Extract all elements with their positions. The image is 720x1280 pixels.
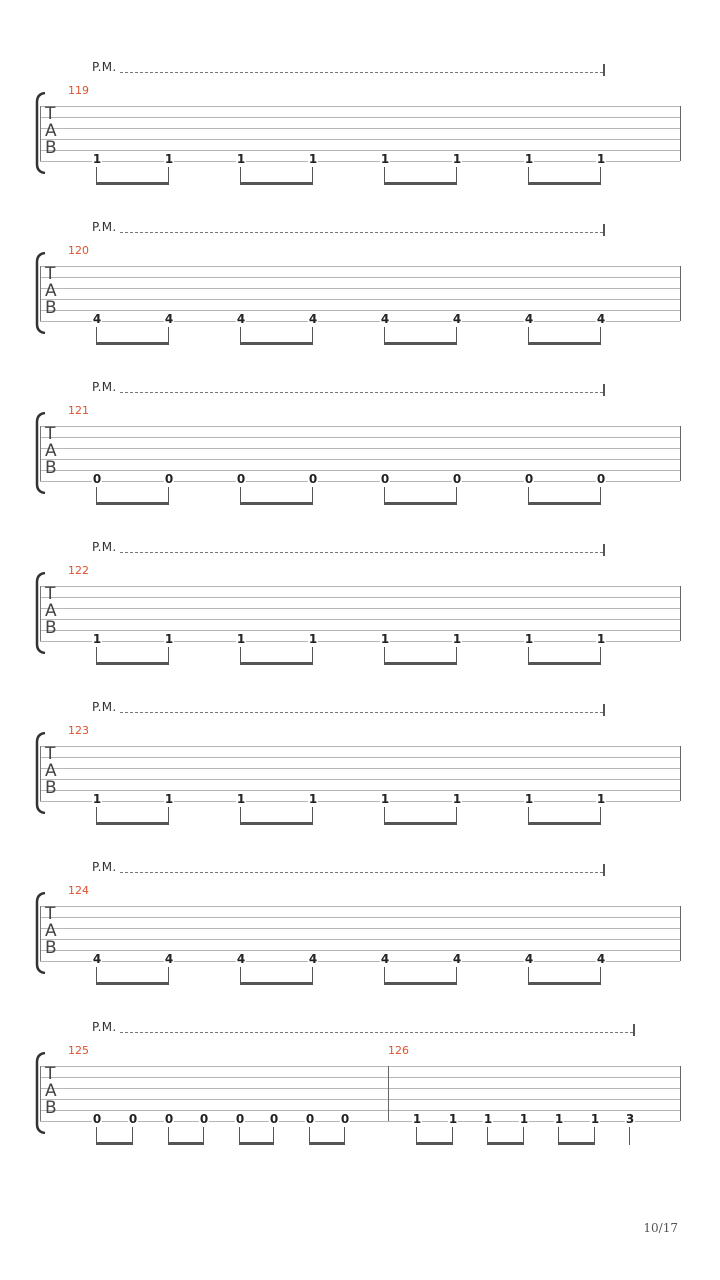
staff-line — [40, 481, 680, 482]
staff-line — [40, 619, 680, 620]
tab-system — [0, 380, 720, 540]
fret-number: 1 — [164, 632, 174, 646]
right-barline — [680, 106, 681, 161]
measure-number: 120 — [68, 244, 89, 257]
staff-line — [40, 1066, 680, 1067]
tab-clef — [45, 586, 57, 637]
tab-clef-letter: B — [45, 778, 57, 798]
measure-number: 122 — [68, 564, 89, 577]
fret-number: 4 — [452, 952, 462, 966]
staff-line — [40, 437, 680, 438]
palm-mute-label: P.M. — [92, 220, 117, 234]
right-barline — [680, 746, 681, 801]
fret-number: 1 — [524, 152, 534, 166]
fret-number: 0 — [92, 472, 102, 486]
note-beam — [384, 342, 457, 345]
left-barline — [40, 426, 41, 481]
fret-number: 4 — [236, 952, 246, 966]
staff-line — [40, 906, 680, 907]
fret-number: 1 — [236, 152, 246, 166]
staff-line — [40, 950, 680, 951]
palm-mute-end-mark — [633, 1024, 635, 1036]
fret-number: 1 — [92, 152, 102, 166]
note-beam — [240, 182, 313, 185]
fret-number: 0 — [128, 1112, 138, 1126]
fret-number: 4 — [92, 952, 102, 966]
palm-mute-end-mark — [603, 224, 605, 236]
fret-number: 0 — [92, 1112, 102, 1126]
tab-system — [0, 540, 720, 700]
page-number: 10/17 — [643, 1221, 678, 1235]
palm-mute-extension-line — [120, 72, 603, 73]
note-beam — [96, 982, 169, 985]
fret-number: 1 — [452, 152, 462, 166]
staff-line — [40, 779, 680, 780]
left-barline — [40, 746, 41, 801]
tab-clef-letter: A — [45, 921, 57, 941]
fret-number: 1 — [554, 1112, 564, 1126]
palm-mute-label: P.M. — [92, 380, 117, 394]
staff-line — [40, 139, 680, 140]
fret-number: 0 — [305, 1112, 315, 1126]
fret-number: 4 — [596, 312, 606, 326]
fret-number: 4 — [236, 312, 246, 326]
tab-clef-letter: A — [45, 761, 57, 781]
staff-line — [40, 586, 680, 587]
measure-number: 119 — [68, 84, 89, 97]
palm-mute-label: P.M. — [92, 1020, 117, 1034]
note-beam — [168, 1142, 204, 1145]
fret-number: 0 — [164, 1112, 174, 1126]
staff-line — [40, 150, 680, 151]
staff-line — [40, 117, 680, 118]
staff-line — [40, 1110, 680, 1111]
tab-clef-letter: A — [45, 121, 57, 141]
fret-number: 1 — [483, 1112, 493, 1126]
fret-number: 1 — [380, 152, 390, 166]
fret-number: 1 — [308, 792, 318, 806]
note-beam — [384, 822, 457, 825]
tab-clef-letter: T — [45, 584, 56, 604]
fret-number: 0 — [235, 1112, 245, 1126]
staff-line — [40, 321, 680, 322]
palm-mute-label: P.M. — [92, 60, 117, 74]
fret-number: 0 — [596, 472, 606, 486]
palm-mute-extension-line — [120, 392, 603, 393]
palm-mute-extension-line — [120, 552, 603, 553]
note-beam — [528, 502, 601, 505]
staff-line — [40, 1099, 680, 1100]
fret-number: 0 — [340, 1112, 350, 1126]
fret-number: 4 — [452, 312, 462, 326]
note-beam — [240, 342, 313, 345]
tab-clef-letter: T — [45, 1064, 56, 1084]
note-beam — [384, 182, 457, 185]
tab-system — [0, 60, 720, 220]
fret-number: 1 — [380, 632, 390, 646]
staff-line — [40, 1088, 680, 1089]
note-beam — [309, 1142, 345, 1145]
fret-number: 1 — [448, 1112, 458, 1126]
fret-number: 4 — [308, 312, 318, 326]
note-beam — [558, 1142, 595, 1145]
tab-clef-letter: T — [45, 264, 56, 284]
staff-line — [40, 310, 680, 311]
fret-number: 1 — [236, 792, 246, 806]
fret-number: 4 — [380, 312, 390, 326]
note-beam — [240, 822, 313, 825]
fret-number: 1 — [164, 152, 174, 166]
tab-clef — [45, 426, 57, 477]
tab-clef — [45, 266, 57, 317]
note-stem — [629, 1127, 630, 1145]
staff-line — [40, 470, 680, 471]
staff-line — [40, 448, 680, 449]
staff-line — [40, 426, 680, 427]
tab-system — [0, 220, 720, 380]
fret-number: 1 — [452, 632, 462, 646]
tab-clef-letter: T — [45, 744, 56, 764]
tab-clef-letter: B — [45, 298, 57, 318]
note-beam — [384, 662, 457, 665]
right-barline — [680, 426, 681, 481]
note-beam — [239, 1142, 274, 1145]
measure-number: 124 — [68, 884, 89, 897]
palm-mute-end-mark — [603, 704, 605, 716]
fret-number: 0 — [236, 472, 246, 486]
palm-mute-end-mark — [603, 544, 605, 556]
palm-mute-end-mark — [603, 864, 605, 876]
left-barline — [40, 906, 41, 961]
tab-system — [0, 860, 720, 1020]
note-beam — [528, 982, 601, 985]
left-barline — [40, 586, 41, 641]
staff-line — [40, 641, 680, 642]
staff-line — [40, 790, 680, 791]
fret-number: 1 — [236, 632, 246, 646]
tab-clef — [45, 746, 57, 797]
fret-number: 1 — [590, 1112, 600, 1126]
fret-number: 3 — [625, 1112, 635, 1126]
note-beam — [384, 982, 457, 985]
fret-number: 1 — [92, 632, 102, 646]
fret-number: 1 — [380, 792, 390, 806]
staff-line — [40, 597, 680, 598]
staff-line — [40, 928, 680, 929]
palm-mute-end-mark — [603, 64, 605, 76]
fret-number: 1 — [596, 632, 606, 646]
fret-number: 0 — [452, 472, 462, 486]
staff-line — [40, 106, 680, 107]
tab-clef — [45, 906, 57, 957]
fret-number: 0 — [524, 472, 534, 486]
note-beam — [416, 1142, 453, 1145]
fret-number: 0 — [269, 1112, 279, 1126]
note-beam — [96, 182, 169, 185]
tab-clef-letter: B — [45, 938, 57, 958]
left-barline — [40, 266, 41, 321]
palm-mute-label: P.M. — [92, 540, 117, 554]
fret-number: 1 — [412, 1112, 422, 1126]
fret-number: 1 — [596, 152, 606, 166]
right-barline — [680, 266, 681, 321]
palm-mute-extension-line — [120, 872, 603, 873]
fret-number: 1 — [92, 792, 102, 806]
staff-line — [40, 630, 680, 631]
palm-mute-extension-line — [120, 712, 603, 713]
fret-number: 4 — [308, 952, 318, 966]
left-barline — [40, 1066, 41, 1121]
tab-clef-letter: B — [45, 138, 57, 158]
tab-clef-letter: A — [45, 1081, 57, 1101]
staff-line — [40, 1077, 680, 1078]
note-beam — [528, 822, 601, 825]
fret-number: 4 — [92, 312, 102, 326]
tab-clef — [45, 1066, 57, 1117]
tab-clef-letter: T — [45, 424, 56, 444]
staff-line — [40, 266, 680, 267]
tab-clef-letter: A — [45, 281, 57, 301]
staff-line — [40, 768, 680, 769]
fret-number: 1 — [596, 792, 606, 806]
note-beam — [96, 1142, 133, 1145]
tab-clef-letter: B — [45, 1098, 57, 1118]
fret-number: 4 — [164, 952, 174, 966]
note-beam — [240, 662, 313, 665]
palm-mute-label: P.M. — [92, 700, 117, 714]
note-beam — [487, 1142, 524, 1145]
note-beam — [96, 342, 169, 345]
staff-line — [40, 917, 680, 918]
staff-line — [40, 961, 680, 962]
staff-line — [40, 757, 680, 758]
staff-line — [40, 459, 680, 460]
tab-clef-letter: B — [45, 458, 57, 478]
tab-clef-letter: A — [45, 441, 57, 461]
measure-barline — [388, 1066, 389, 1121]
right-barline — [680, 586, 681, 641]
note-beam — [240, 982, 313, 985]
fret-number: 4 — [596, 952, 606, 966]
note-beam — [240, 502, 313, 505]
fret-number: 0 — [199, 1112, 209, 1126]
fret-number: 4 — [524, 952, 534, 966]
fret-number: 1 — [164, 792, 174, 806]
note-beam — [528, 342, 601, 345]
staff-line — [40, 288, 680, 289]
measure-number: 126 — [388, 1044, 409, 1057]
tab-system — [0, 1020, 720, 1180]
staff-line — [40, 277, 680, 278]
note-beam — [96, 502, 169, 505]
tab-clef-letter: A — [45, 601, 57, 621]
fret-number: 0 — [380, 472, 390, 486]
staff-line — [40, 608, 680, 609]
fret-number: 1 — [519, 1112, 529, 1126]
fret-number: 1 — [524, 792, 534, 806]
note-beam — [528, 662, 601, 665]
left-barline — [40, 106, 41, 161]
fret-number: 1 — [308, 152, 318, 166]
note-beam — [384, 502, 457, 505]
tab-clef-letter: T — [45, 904, 56, 924]
right-barline — [680, 1066, 681, 1121]
measure-number: 121 — [68, 404, 89, 417]
staff-line — [40, 161, 680, 162]
palm-mute-extension-line — [120, 1032, 633, 1033]
palm-mute-extension-line — [120, 232, 603, 233]
note-beam — [96, 662, 169, 665]
staff-line — [40, 128, 680, 129]
tab-clef — [45, 106, 57, 157]
fret-number: 0 — [164, 472, 174, 486]
staff-line — [40, 801, 680, 802]
palm-mute-label: P.M. — [92, 860, 117, 874]
fret-number: 1 — [308, 632, 318, 646]
note-beam — [96, 822, 169, 825]
measure-number: 123 — [68, 724, 89, 737]
measure-number: 125 — [68, 1044, 89, 1057]
fret-number: 1 — [452, 792, 462, 806]
palm-mute-end-mark — [603, 384, 605, 396]
fret-number: 4 — [164, 312, 174, 326]
right-barline — [680, 906, 681, 961]
tab-system — [0, 700, 720, 860]
staff-line — [40, 746, 680, 747]
staff-line — [40, 299, 680, 300]
fret-number: 4 — [380, 952, 390, 966]
staff-line — [40, 939, 680, 940]
fret-number: 0 — [308, 472, 318, 486]
fret-number: 4 — [524, 312, 534, 326]
note-beam — [528, 182, 601, 185]
fret-number: 1 — [524, 632, 534, 646]
tab-clef-letter: T — [45, 104, 56, 124]
tab-clef-letter: B — [45, 618, 57, 638]
